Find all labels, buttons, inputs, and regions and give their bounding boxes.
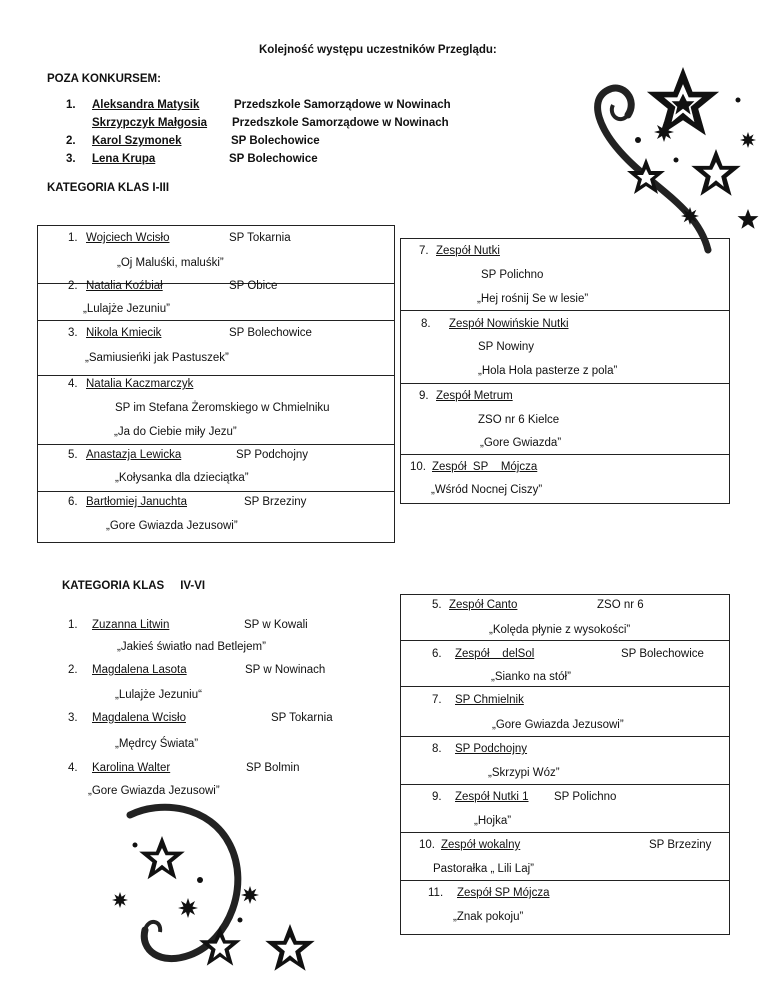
entry-name: Anastazja Lewicka: [86, 449, 182, 461]
entry-name: Zespół delSol: [455, 648, 535, 660]
entry-school: SP Polichno: [481, 269, 544, 281]
entry-song: „Hej rośnij Se w lesie”: [477, 293, 589, 305]
entry-num: 10.: [410, 461, 426, 473]
poza-num: 3.: [66, 153, 76, 165]
entry-school: SP Nowiny: [478, 341, 535, 353]
entry-school: SP Bolechowice: [229, 327, 312, 339]
entry-school: SP Tokarnia: [229, 232, 291, 244]
entry-num: 7.: [419, 245, 429, 257]
entry-num: 4.: [68, 762, 78, 774]
entry-school: SP Obice: [229, 280, 278, 292]
entry-name: SP Chmielnik: [455, 694, 524, 706]
entry-school: SP w Kowali: [244, 619, 308, 631]
entry-song: „Sianko na stół”: [491, 671, 571, 683]
entry-song: „Znak pokoju”: [453, 911, 524, 923]
decoration-stars-bottom-left: [100, 790, 330, 990]
entry-song: „Gore Gwiazda”: [480, 437, 562, 449]
entry-song: „Jakieś światło nad Betlejem”: [117, 641, 266, 653]
poza-school: SP Bolechowice: [229, 153, 318, 165]
entry-name: Zespół Nowińskie Nutki: [449, 318, 569, 330]
section-heading-poza: POZA KONKURSEM:: [47, 73, 161, 85]
entry-song: „Hojka”: [474, 815, 512, 827]
entry-name: SP Podchojny: [455, 743, 528, 755]
divider: [37, 444, 395, 445]
poza-num: 1.: [66, 99, 76, 111]
entry-song: Pastorałka „ Lili Laj”: [433, 863, 534, 875]
entry-song: „Kolęda płynie z wysokości”: [489, 624, 631, 636]
divider: [400, 736, 730, 737]
entry-song: „Ja do Ciebie miły Jezu”: [114, 426, 237, 438]
divider: [37, 320, 395, 321]
divider: [400, 640, 730, 641]
entry-song: „Gore Gwiazda Jezusowi”: [492, 719, 624, 731]
entry-num: 8.: [421, 318, 431, 330]
entry-num: 4.: [68, 378, 78, 390]
entry-name: Karolina Walter: [92, 762, 171, 774]
entry-school: SP Brzeziny: [649, 839, 712, 851]
page-title: Kolejność występu uczestników Przeglądu:: [259, 44, 497, 56]
entry-num: 3.: [68, 327, 78, 339]
divider: [400, 454, 730, 455]
entry-num: 9.: [419, 390, 429, 402]
entry-name: Natalia Koźbiał: [86, 280, 163, 292]
entry-name: Zespół wokalny: [441, 839, 521, 851]
entry-school: SP im Stefana Żeromskiego w Chmielniku: [115, 402, 330, 414]
entry-num: 1.: [68, 619, 78, 631]
poza-num: 2.: [66, 135, 76, 147]
entry-song: „Lulajże Jezuniu”: [83, 303, 170, 315]
entry-song: „Skrzypi Wóz”: [488, 767, 560, 779]
cat2-right-box: [400, 594, 730, 935]
entry-school: ZSO nr 6: [597, 599, 644, 611]
entry-song: „Samiusieńki jak Pastuszek”: [85, 352, 229, 364]
divider: [37, 491, 395, 492]
entry-name: Zespół SP Mójcza: [457, 887, 550, 899]
entry-name: Zespół SP Mójcza: [432, 461, 538, 473]
entry-song: „Gore Gwiazda Jezusowi”: [106, 520, 238, 532]
divider: [400, 310, 730, 311]
entry-school: SP Polichno: [554, 791, 617, 803]
entry-num: 11.: [428, 887, 444, 899]
divider: [400, 880, 730, 881]
entry-num: 7.: [432, 694, 442, 706]
divider: [400, 383, 730, 384]
poza-school: Przedszkole Samorządowe w Nowinach: [232, 117, 449, 129]
entry-school: SP Podchojny: [236, 449, 309, 461]
entry-num: 8.: [432, 743, 442, 755]
divider: [400, 832, 730, 833]
poza-name: Skrzypczyk Małgosia: [92, 117, 208, 129]
poza-school: SP Bolechowice: [231, 135, 320, 147]
entry-name: Zespół Canto: [449, 599, 518, 611]
entry-num: 5.: [68, 449, 78, 461]
decoration-stars-top-right: [568, 60, 768, 260]
divider: [37, 375, 395, 376]
entry-school: SP w Nowinach: [245, 664, 326, 676]
section-heading-cat2: KATEGORIA KLAS IV-VI: [62, 580, 206, 592]
divider: [400, 784, 730, 785]
entry-school: ZSO nr 6 Kielce: [478, 414, 560, 426]
poza-name: Aleksandra Matysik: [92, 99, 200, 111]
poza-name: Lena Krupa: [92, 153, 156, 165]
poza-name: Karol Szymonek: [92, 135, 182, 147]
entry-song: „Wśród Nocnej Ciszy”: [431, 484, 543, 496]
entry-song: „Mędrcy Świata”: [115, 738, 199, 750]
entry-school: SP Tokarnia: [271, 712, 333, 724]
entry-name: Zespół Metrum: [436, 390, 513, 402]
entry-school: SP Bolmin: [246, 762, 300, 774]
entry-song: „Gore Gwiazda Jezusowi”: [88, 785, 220, 797]
entry-num: 6.: [68, 496, 78, 508]
entry-name: Zespół Nutki 1: [455, 791, 529, 803]
entry-school: SP Brzeziny: [244, 496, 307, 508]
entry-song: „Hola Hola pasterze z pola”: [478, 365, 618, 377]
entry-song: „Lulajże Jezuniu“: [115, 689, 202, 701]
section-heading-cat1: KATEGORIA KLAS I-III: [47, 182, 170, 194]
entry-name: Zespół Nutki: [436, 245, 500, 257]
entry-num: 2.: [68, 280, 78, 292]
entry-name: Bartłomiej Januchta: [86, 496, 187, 508]
entry-num: 9.: [432, 791, 442, 803]
entry-song: „Oj Maluśki, maluśki”: [117, 257, 224, 269]
entry-school: SP Bolechowice: [621, 648, 704, 660]
entry-name: Zuzanna Litwin: [92, 619, 170, 631]
entry-song: „Kołysanka dla dzieciątka”: [115, 472, 249, 484]
entry-num: 1.: [68, 232, 78, 244]
entry-name: Magdalena Lasota: [92, 664, 187, 676]
entry-num: 2.: [68, 664, 78, 676]
entry-num: 3.: [68, 712, 78, 724]
entry-name: Magdalena Wcisło: [92, 712, 186, 724]
entry-name: Natalia Kaczmarczyk: [86, 378, 194, 390]
entry-num: 5.: [432, 599, 442, 611]
poza-school: Przedszkole Samorządowe w Nowinach: [234, 99, 451, 111]
entry-num: 6.: [432, 648, 442, 660]
entry-name: Wojciech Wcisło: [86, 232, 170, 244]
divider: [400, 686, 730, 687]
entry-num: 10.: [419, 839, 435, 851]
entry-name: Nikola Kmiecik: [86, 327, 162, 339]
